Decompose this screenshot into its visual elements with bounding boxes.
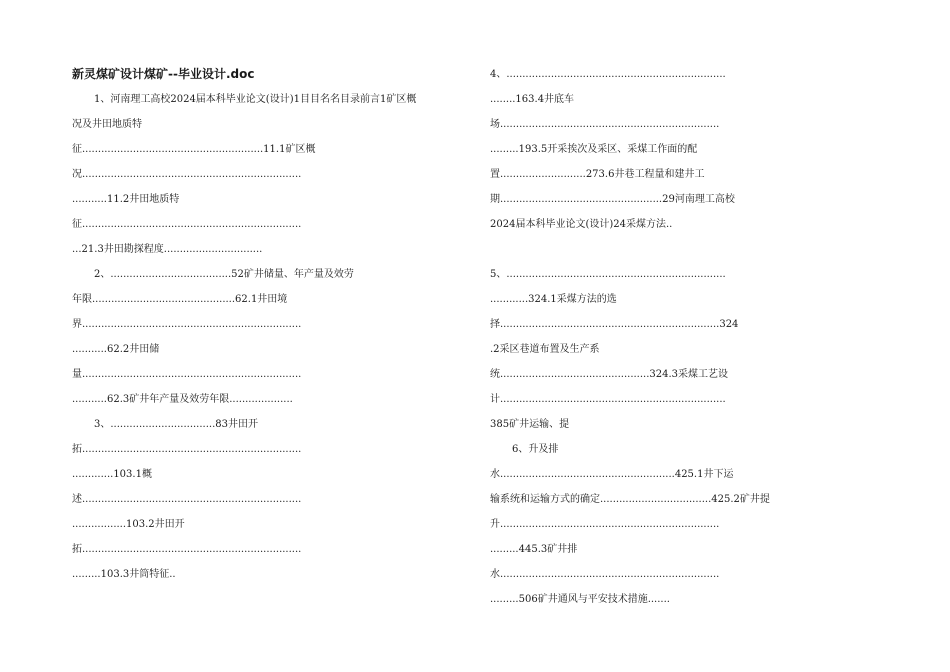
toc-line: .........103.3井筒特征..: [72, 569, 176, 580]
toc-blank-line: [490, 237, 882, 262]
toc-line: 场.....................................................................: [490, 119, 720, 130]
toc-line: .2采区巷道布置及生产系: [490, 344, 600, 355]
document-title: 新灵煤矿设计煤矿--毕业设计.doc: [72, 67, 255, 81]
toc-line: 量.....................................................................: [72, 369, 302, 380]
toc-line: 1、河南理工高校2024届本科毕业论文(设计)1目目名名目录前言1矿区概: [94, 94, 417, 105]
toc-line: 4、.....................................................................: [490, 69, 726, 80]
toc-line: 况.....................................................................: [72, 169, 302, 180]
toc-line: ...........11.2井田地质特: [72, 194, 180, 205]
toc-line: ........163.4井底车: [490, 94, 575, 105]
toc-line: .........193.5开采挨次及采区、采煤工作面的配: [490, 144, 698, 155]
toc-line: 5、.....................................................................: [490, 269, 726, 280]
toc-line: 3、.................................83井田开: [94, 419, 258, 430]
toc-line: 择.....................................................................324: [490, 319, 739, 330]
toc-line: 统...............................................324.3采煤工艺设: [490, 369, 729, 380]
toc-line: .........506矿井通风与平安技术措施.......: [490, 594, 670, 605]
toc-line: 385矿井运输、提: [490, 419, 570, 430]
toc-line: 水.....................................................................: [490, 569, 720, 580]
toc-line: 征.........................................................11.1矿区概: [72, 144, 316, 155]
toc-line: ...........62.3矿井年产量及效劳年限....................: [72, 394, 293, 405]
toc-line: 水.......................................................425.1井下运: [490, 469, 734, 480]
right-column: [490, 62, 882, 612]
toc-line: 况及井田地质特: [72, 119, 142, 130]
toc-line: 界.....................................................................: [72, 319, 302, 330]
toc-line: 征.....................................................................: [72, 219, 302, 230]
toc-line: ...21.3井田勘探程度...............................: [72, 244, 263, 255]
toc-line: 升.....................................................................: [490, 519, 720, 530]
toc-line: 置...........................273.6井巷工程量和建井工: [490, 169, 705, 180]
left-column: [72, 62, 462, 587]
toc-line: 输系统和运输方式的确定...................................425.2矿井提: [490, 494, 770, 505]
toc-line: 期...................................................29河南理工高校: [490, 194, 735, 205]
toc-line: 2、......................................52矿井储量、年产量及效劳: [94, 269, 354, 280]
toc-line: 拓.....................................................................: [72, 544, 302, 555]
toc-line: 2024届本科毕业论文(设计)24采煤方法..: [490, 219, 673, 230]
toc-line: .........445.3矿井排: [490, 544, 578, 555]
toc-line: ............324.1采煤方法的选: [490, 294, 617, 305]
toc-line: 拓.....................................................................: [72, 444, 302, 455]
toc-line: 述.....................................................................: [72, 494, 302, 505]
toc-line: 年限.............................................62.1井田境: [72, 294, 288, 305]
toc-line: ...........62.2井田储: [72, 344, 160, 355]
toc-line: .............103.1概: [72, 469, 152, 480]
toc-line: .................103.2井田开: [72, 519, 185, 530]
toc-line: 计.......................................................................: [490, 394, 726, 405]
toc-line: 6、升及排: [512, 444, 559, 455]
